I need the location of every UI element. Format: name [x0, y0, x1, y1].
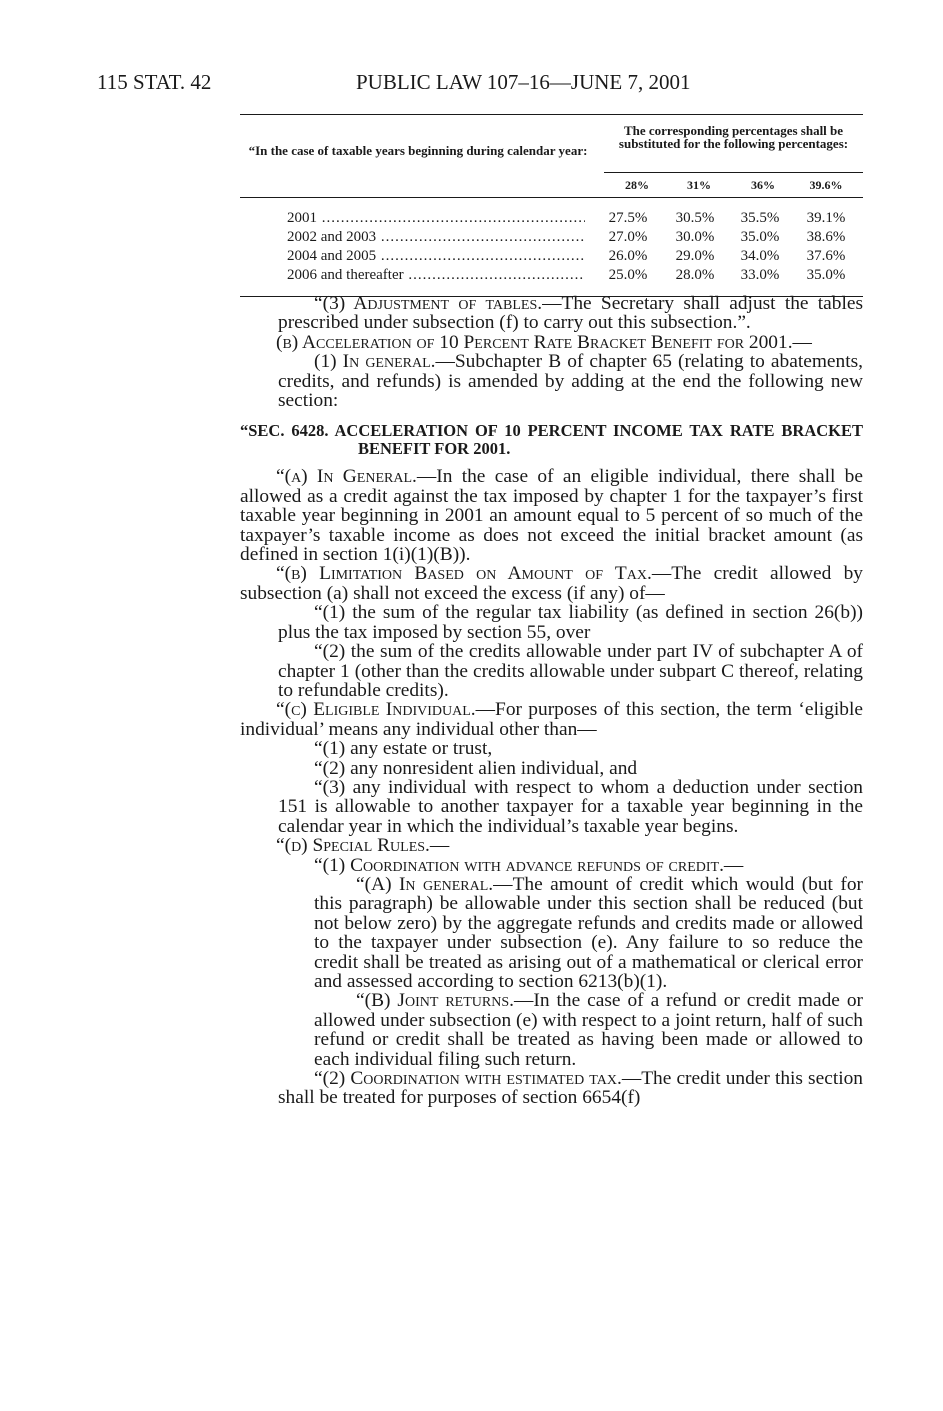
- subsection-d: “(d) Special Rules.—: [276, 835, 450, 857]
- table-body: [240, 198, 863, 296]
- row-value: 30.5%: [675, 210, 715, 226]
- subsection-b: [240, 564, 863, 603]
- row-value: 37.6%: [806, 248, 846, 264]
- row-value: 27.5%: [608, 210, 648, 226]
- paragraph-heading: “(b) Limitation Based on Amount of Tax.: [276, 563, 652, 585]
- subsection-d-1-a: [240, 875, 863, 991]
- paragraph-body: —The credit under this section shall be treated for purposes of section 6654(f): [278, 1068, 863, 1109]
- paragraph-heading: “(c) Eligible Individual.: [276, 699, 476, 721]
- row-value: 29.0%: [675, 248, 715, 264]
- paragraph-heading: (b) Acceleration of 10 Percent Rate Bracket Benefit for: [276, 331, 745, 353]
- row-value: 35.5%: [740, 210, 780, 226]
- table-row: [240, 247, 863, 266]
- row-value: 39.1%: [806, 210, 846, 226]
- table-header: [240, 115, 863, 197]
- row-value: 35.0%: [740, 229, 780, 245]
- subsection-d-1: “(1) Coordination with advance refunds of credit.—: [314, 854, 744, 876]
- row-value: 34.0%: [740, 248, 780, 264]
- row-year: 2002 and 2003 .....: [287, 228, 585, 247]
- row-year: 2001 .....: [287, 209, 585, 228]
- paragraph-heading: “(a) In General.: [276, 466, 417, 488]
- paragraph-adjustment-of-tables: [240, 294, 863, 333]
- table-header-divider: [604, 172, 863, 173]
- row-value: 30.0%: [675, 229, 715, 245]
- paragraph-heading: “(A) In general.: [356, 873, 494, 895]
- paragraph-body: —In the case of an eligible individual, there shall be allowed as a credit against the tax imposed by chapter 1 for the taxpayer’s first taxable year beginning in 2001 an amount equal to 5 percent of so much of the taxpayer’s taxable income as does not exceed the initial bracket amount (as defined in section 1(i)(1)(B)).: [240, 466, 863, 566]
- subsection-d-2: [240, 1069, 863, 1108]
- table-header-percentages: The corresponding percentages shall be substituted for the following percentages:: [618, 123, 849, 151]
- row-value: 38.6%: [806, 229, 846, 245]
- subsection-c-2: “(2) any nonresident alien individual, and: [314, 757, 638, 779]
- paragraph-acceleration-heading: [240, 333, 863, 352]
- row-value: 25.0%: [608, 267, 648, 283]
- row-value: 26.0%: [608, 248, 648, 264]
- paragraph-body: —Subchapter B of chapter 65 (relating to abatements, credits, and refunds) is amended by adding at the end the following new section:: [278, 351, 863, 412]
- row-value: 27.0%: [608, 229, 648, 245]
- table-header-years: “In the case of taxable years beginning during calendar year:: [248, 143, 588, 158]
- statute-text: [240, 294, 863, 1108]
- paragraph-body: —For purposes of this section, the term ‘eligible individual’ means any individual other than—: [240, 699, 863, 740]
- row-value: 33.0%: [740, 267, 780, 283]
- row-value: 35.0%: [806, 267, 846, 283]
- column-header: 36%: [751, 178, 775, 192]
- paragraph-heading: “(3) Adjustment of tables.: [314, 293, 543, 314]
- column-header: 31%: [687, 178, 711, 192]
- subsection-b-2: “(2) the sum of the credits allowable under part IV of subchapter A of chapter 1 (other than the credits allowable under subpart C thereof, relating to refundable credits).: [278, 641, 863, 701]
- paragraph-body: —The amount of credit which would (but for this paragraph) be allowable under this section shall be reduced (but not below zero) by the aggregate refunds and credits made or allowed to the taxpayer under subsection (e). Any failure to so reduce the credit shall be treated as arising out of a mathematical or clerical error and assessed according to section 6213(b)(1).: [314, 873, 863, 992]
- paragraph-heading: (1) In general.: [314, 351, 436, 373]
- table-row: [240, 209, 863, 228]
- paragraph-heading: “(B) Joint returns.: [356, 990, 514, 1012]
- column-header: 39.6%: [809, 178, 843, 192]
- column-header: 28%: [625, 178, 649, 192]
- row-year: 2004 and 2005 .....: [287, 247, 585, 266]
- subsection-b-1: “(1) the sum of the regular tax liability (as defined in section 26(b)) plus the tax imposed by section 55, over: [278, 602, 863, 643]
- table-row: [240, 266, 863, 285]
- paragraph-in-general-amendment: [240, 352, 863, 410]
- page-reference: 115 STAT. 42: [97, 70, 212, 94]
- paragraph-body: —In the case of a refund or credit made or allowed under subsection (e) with respect to a joint return, half of such refund or credit shall be treated as having been made or allowed to each individual filing such return.: [314, 990, 863, 1070]
- section-heading: “SEC. 6428. ACCELERATION OF 10 PERCENT INCOME TAX RATE BRACKET BENEFIT FOR 2001.: [240, 421, 863, 459]
- subsection-a: [240, 467, 863, 564]
- paragraph-heading: “(2) Coordination with estimated tax.: [314, 1068, 622, 1090]
- table-row: [240, 228, 863, 247]
- row-year: 2006 and thereafter .....: [287, 266, 585, 285]
- subsection-c-3: “(3) any individual with respect to whom a deduction under section 151 is allowable to another taxpayer for a taxable year beginning in the calendar year in which the individual’s taxable year begins.: [278, 776, 863, 837]
- subsection-c: [240, 700, 863, 739]
- paragraph-body: 2001.—: [744, 331, 812, 353]
- table-column-headers: [604, 178, 863, 194]
- paragraph-body: —The Secretary shall adjust the tables prescribed under subsection (f) to carry out this subsection.”.: [278, 293, 864, 334]
- subsection-d-1-b: [240, 991, 863, 1069]
- subsection-c-1: “(1) any estate or trust,: [314, 738, 493, 760]
- row-value: 28.0%: [675, 267, 715, 283]
- rate-table: [240, 114, 863, 297]
- paragraph-body: —The credit allowed by subsection (a) shall not exceed the excess (if any) of—: [240, 563, 863, 604]
- page-title: PUBLIC LAW 107–16—JUNE 7, 2001: [356, 70, 691, 94]
